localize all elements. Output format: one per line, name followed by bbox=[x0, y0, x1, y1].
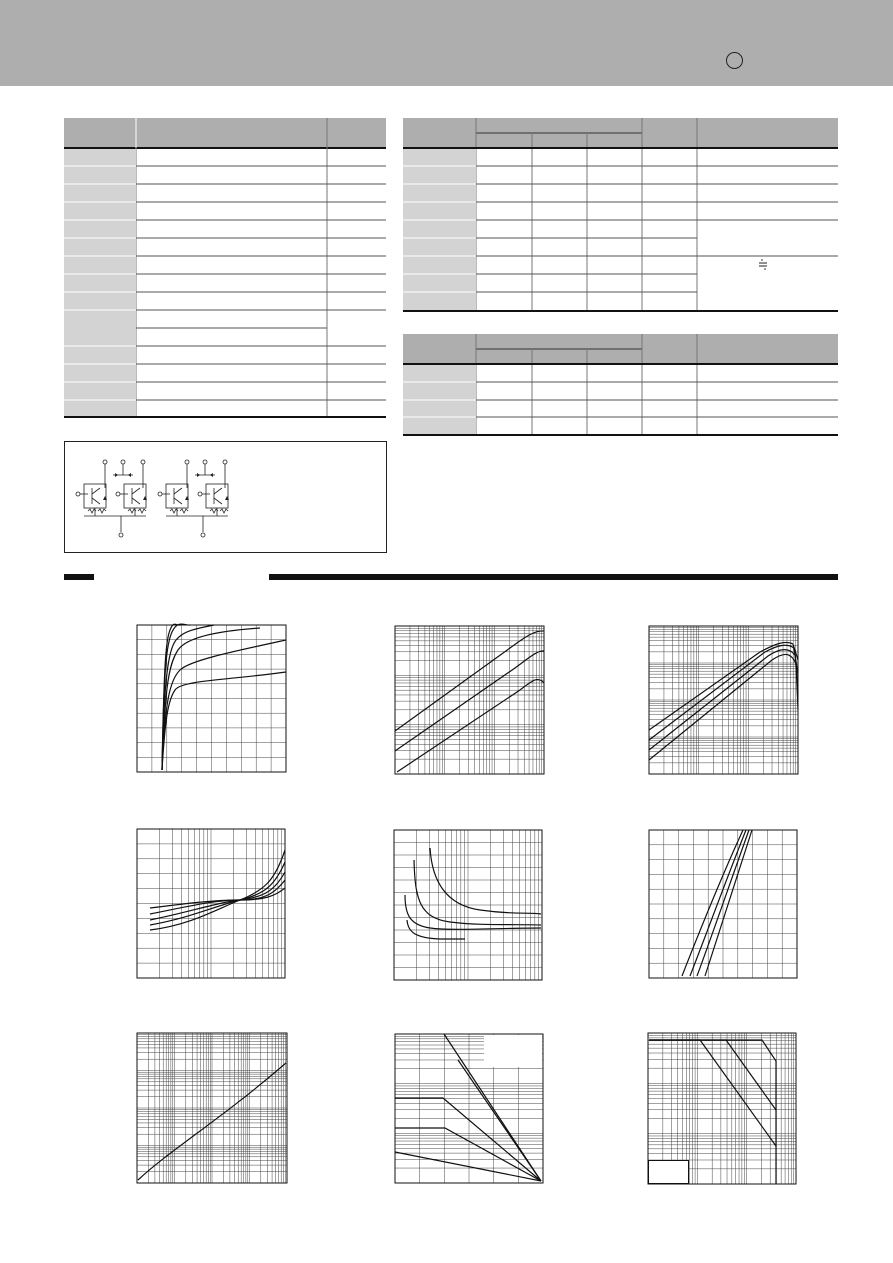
graph-switching-time bbox=[394, 830, 542, 980]
graph-temperature-curves bbox=[137, 829, 285, 978]
max-ratings-table bbox=[64, 118, 386, 417]
graph-derating bbox=[648, 1033, 796, 1184]
graph-log-log-b bbox=[649, 626, 798, 774]
graph-log-log-a bbox=[395, 626, 544, 774]
electrical-characteristics-table bbox=[403, 118, 838, 311]
graph-ic-vce bbox=[137, 624, 286, 772]
characteristic-graphs bbox=[137, 624, 798, 1184]
graph-thermal-impedance bbox=[137, 1033, 287, 1183]
thermal-characteristics-table bbox=[403, 334, 838, 435]
graph-transfer bbox=[649, 830, 797, 978]
equivalent-circuit-diagram bbox=[65, 442, 387, 553]
graph-safe-operating-area bbox=[395, 1034, 543, 1183]
